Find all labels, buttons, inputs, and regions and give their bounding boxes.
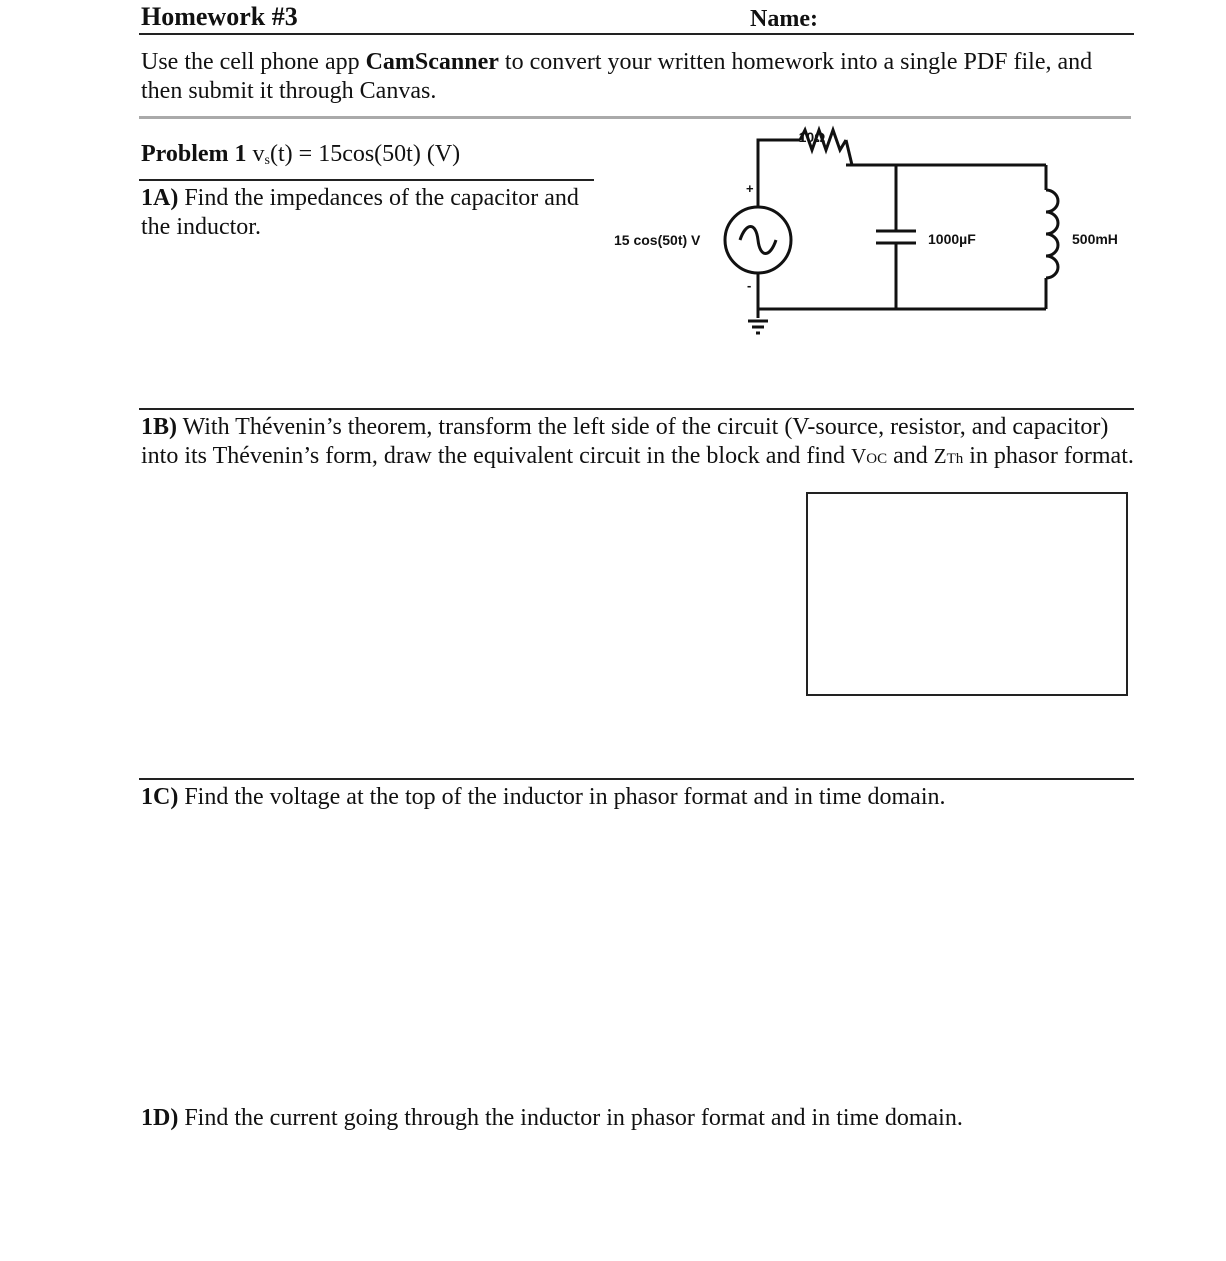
voc-sub: OC: [866, 451, 888, 467]
inductor-label: 500mH: [1072, 231, 1118, 247]
zth-z: Z: [933, 444, 947, 468]
q1c-rule: [139, 778, 1134, 780]
question-1d: [141, 1104, 1141, 1133]
minus-sign: -: [747, 278, 752, 293]
thevenin-answer-box[interactable]: [806, 492, 1128, 696]
capacitor-label: 1000µF: [928, 231, 976, 247]
q1b-and: and: [887, 443, 934, 469]
zth-sub: Th: [946, 451, 964, 467]
wire-resistor-join: [846, 140, 852, 165]
problem1-rule: [139, 179, 594, 181]
instructions: [141, 48, 1131, 106]
header-rule: [139, 33, 1134, 35]
vs-symbol: v: [252, 141, 265, 167]
sine-wave-icon: [740, 227, 776, 254]
vs-expression: (t) = 15cos(50t) (V): [270, 141, 461, 167]
inductor-coil: [1046, 190, 1058, 278]
name-label: Name:: [750, 6, 818, 32]
q1b-tail: in phasor format.: [963, 443, 1134, 469]
q1b-rule: [139, 408, 1134, 410]
problem1-label: Problem 1: [141, 141, 247, 167]
instructions-post: to convert your written homework into a single PDF file, and then submit it through Canvas.: [141, 49, 1093, 104]
question-1b: [141, 413, 1141, 474]
problem1-heading: [141, 139, 460, 176]
question-1b-text: With Thévenin’s theorem, transform the left side of the circuit (V-source, resistor, and capacitor) into its Thévenin’s form, draw the equivalent circuit in the block and find: [141, 414, 1109, 469]
circuit-diagram: [600, 118, 1140, 348]
wire-source-top: [758, 140, 800, 165]
question-1d-tag: 1D): [141, 1105, 179, 1131]
plus-sign: +: [746, 181, 754, 196]
question-1a-text: Find the impedances of the capacitor and the inductor.: [141, 185, 579, 240]
question-1b-tag: 1B): [141, 414, 177, 440]
question-1d-text: Find the current going through the inductor in phasor format and in time domain.: [178, 1105, 963, 1131]
resistor-label: 10Ω: [798, 129, 826, 145]
question-1a-tag: 1A): [141, 185, 179, 211]
question-1c-tag: 1C): [141, 784, 179, 810]
zth-symbol: [934, 444, 964, 468]
source-label: 15 cos(50t) V: [614, 232, 701, 248]
question-1a: [141, 184, 581, 242]
voc-v: V: [851, 444, 867, 468]
vs-subscript: s: [264, 153, 270, 168]
app-name: CamScanner: [365, 49, 499, 75]
question-1c: [141, 783, 1141, 812]
instructions-pre: Use the cell phone app: [141, 49, 366, 75]
question-1c-text: Find the voltage at the top of the inductor in phasor format and in time domain.: [178, 784, 946, 810]
homework-title: Homework #3: [141, 2, 298, 31]
voc-symbol: [851, 444, 887, 468]
